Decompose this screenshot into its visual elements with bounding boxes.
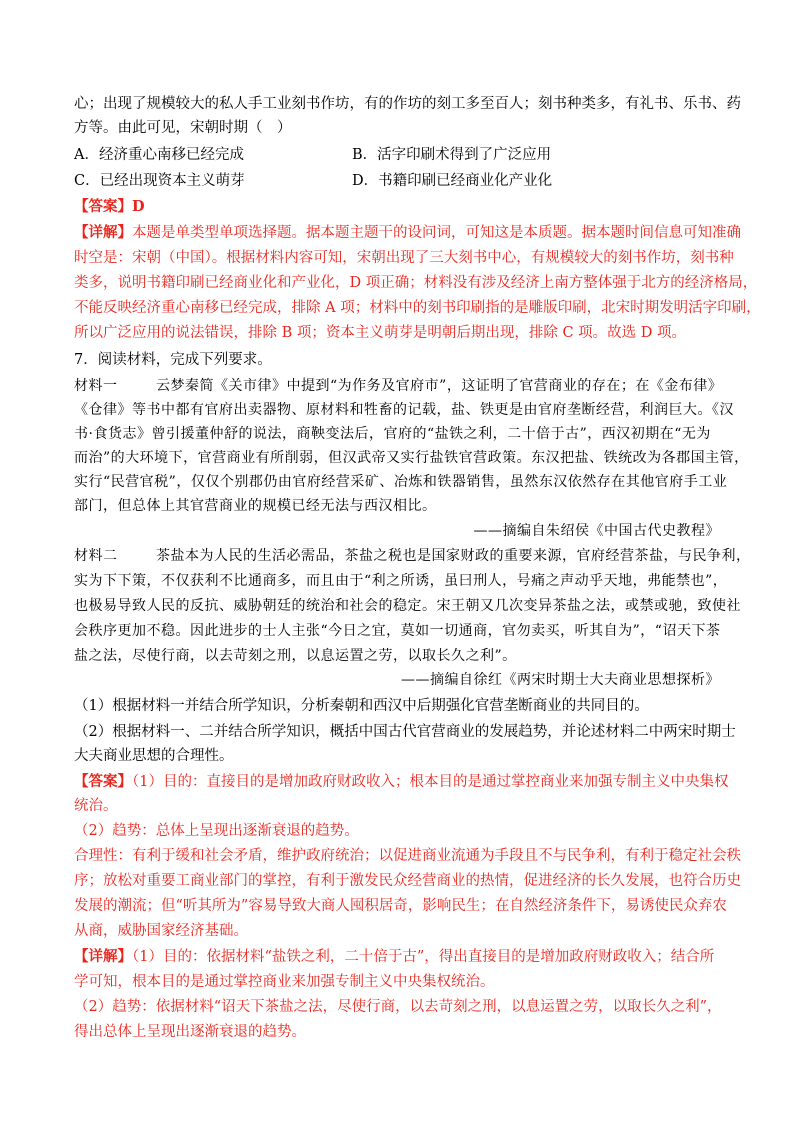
- option-d: D．书籍印刷已经商业化产业化: [352, 173, 553, 189]
- material-1-line: 部门，但总体上其官营商业的规模已经无法与西汉相比。: [74, 498, 437, 514]
- detail-line: 不能反映经济重心南移已经完成，排除 A 项；材料中的刻书印刷指的是雕版印刷，北宋时期发明活字印刷，: [74, 300, 761, 316]
- option-b: B．活字印刷术得到了广泛应用: [352, 147, 552, 163]
- material-1-line: 云梦秦简《关市律》中提到“为作务及官府市”，这证明了官营商业的存在；在《金布律》: [156, 378, 723, 394]
- question-stem-line: 心；出现了规模较大的私人手工业刻书作坊，有的作坊的刻工多至百人；刻书种类多，有礼书、乐书、药: [74, 96, 741, 112]
- material-2-line: 会秩序更加不稳。因此进步的士人主张“今日之宜，莫如一切通商，官勿卖买，听其自为”，“诏天下茶: [74, 623, 721, 639]
- sub-question-2: （2）根据材料一、二并结合所学知识，概括中国古代官营商业的发展趋势，并论述材料二中两宋时期士: [74, 724, 736, 740]
- detail-line: 类多，说明书籍印刷已经商业化和产业化，D 项正确；材料没有涉及经济上南方整体强于北方的经济格局，: [74, 275, 758, 291]
- answer-line: （2）趋势：总体上呈现出逐渐衰退的趋势。: [74, 823, 359, 839]
- material-1-line: 而治”的大环境下，官营商业有所削弱，但汉武帝又实行盐铁官营政策。东汉把盐、铁统改为各郡国主管，: [74, 450, 749, 466]
- sub-question-1: （1）根据材料一并结合所学知识，分析秦朝和西汉中后期强化官营垄断商业的共同目的。: [74, 698, 649, 714]
- option-a: A．经济重心南移已经完成: [74, 147, 244, 163]
- material-2-line: 盐之法，尽使行商，以去苛刻之刑，以息运置之劳，以取长久之利”。: [74, 648, 517, 664]
- material-2-source: ——摘编自徐红《两宋时期士大夫商业思想探析》: [401, 672, 720, 688]
- detail-line: [74, 223, 741, 243]
- material-2-line: 茶盐本为人民的生活必需品，茶盐之税也是国家财政的重要来源，官府经营茶盐，与民争利，: [156, 548, 751, 564]
- sub-question-2: 大夫商业思想的合理性。: [74, 748, 234, 764]
- detail-text: （1）目的：依据材料“盐铁之利，二十倍于古”，得出直接目的是增加政府财政收入；结合所: [132, 949, 715, 965]
- material-1-line: 书·食货志》曾引援董仲舒的说法，商鞅变法后，官府的“盐铁之利，二十倍于古”，西汉初期在“无为: [74, 426, 711, 442]
- material-2-label: 材料二: [74, 548, 118, 564]
- detail-line: 得出总体上呈现出逐渐衰退的趋势。: [74, 1024, 306, 1040]
- answer-tag: 【答案】: [74, 773, 132, 790]
- detail-tag: 【详解】: [74, 224, 132, 241]
- material-1-line: 《仓律》等书中都有官府出卖器物、原材料和牲畜的记载，盐、铁更是由官府垄断经营，利润巨大。《汉: [74, 402, 734, 418]
- material-1-label: 材料一: [74, 378, 118, 394]
- detail-line: 所以广泛应用的说法错误，排除 B 项；资本主义萌芽是明朝后期出现，排除 C 项。故选 D 项。: [74, 325, 687, 341]
- detail-tag: 【详解】: [74, 948, 132, 965]
- answer-text: （1）目的：直接目的是增加政府财政收入；根本目的是通过掌控商业来加强专制主义中央集权: [132, 774, 729, 790]
- material-2-line: 也极易导致人民的反抗、威胁朝廷的统治和社会的稳定。宋王朝又几次变异茶盐之法，或禁或驰，致使社: [74, 598, 741, 614]
- material-2-line: 实为下下策，不仅获利不比通商多，而且由于“利之所诱，虽曰刑人，号痛之声动乎天地，弗能禁也”，: [74, 573, 728, 589]
- answer-value: D: [132, 198, 145, 215]
- material-1-line: 实行“民营官税”，仅仅个别郡仍由官府经营采矿、冶炼和铁器销售，虽然东汉依然存在其他官府手工业: [74, 474, 728, 490]
- answer-tag: 【答案】: [74, 198, 132, 215]
- detail-line: 学可知，根本目的是通过掌控商业来加强专制主义中央集权统治。: [74, 974, 495, 990]
- answer-line: 序；放松对重要工商业部门的掌控，有利于激发民众经营商业的热情，促进经济的长久发展，也符合历史: [74, 873, 741, 889]
- detail-line: [74, 947, 714, 967]
- option-c: C．已经出现资本主义萌芽: [74, 173, 245, 189]
- answer-line: [74, 772, 728, 792]
- answer-line: [74, 197, 145, 217]
- question-7-stem: 7．阅读材料，完成下列要求。: [74, 352, 272, 368]
- question-stem-line: 方等。由此可见，宋朝时期（ ）: [74, 120, 292, 136]
- detail-line: （2）趋势：依据材料“诏天下茶盐之法，尽使行商，以去苛刻之刑，以息运置之劳，以取长久之利”，: [74, 999, 722, 1015]
- detail-line: 时空是：宋朝（中国）。根据材料内容可知，宋朝出现了三大刻书中心，有规模较大的刻书作坊，刻书种: [74, 250, 734, 266]
- answer-line: 合理性：有利于缓和社会矛盾，维护政府统治；以促进商业流通为手段且不与民争利，有利于稳定社会秩: [74, 848, 741, 864]
- answer-line: 从商，威胁国家经济基础。: [74, 923, 248, 939]
- material-1-source: ——摘编自朱绍侯《中国古代史教程》: [473, 523, 720, 539]
- answer-line: 发展的潮流；但“听其所为”容易导致大商人囤积居奇，影响民生；在自然经济条件下，易诱使民众弃农: [74, 898, 727, 914]
- detail-text: 本题是单类型单项选择题。据本题主题干的设问词，可知这是本质题。据本题时间信息可知准确: [132, 225, 741, 241]
- answer-line: 统治。: [74, 798, 118, 814]
